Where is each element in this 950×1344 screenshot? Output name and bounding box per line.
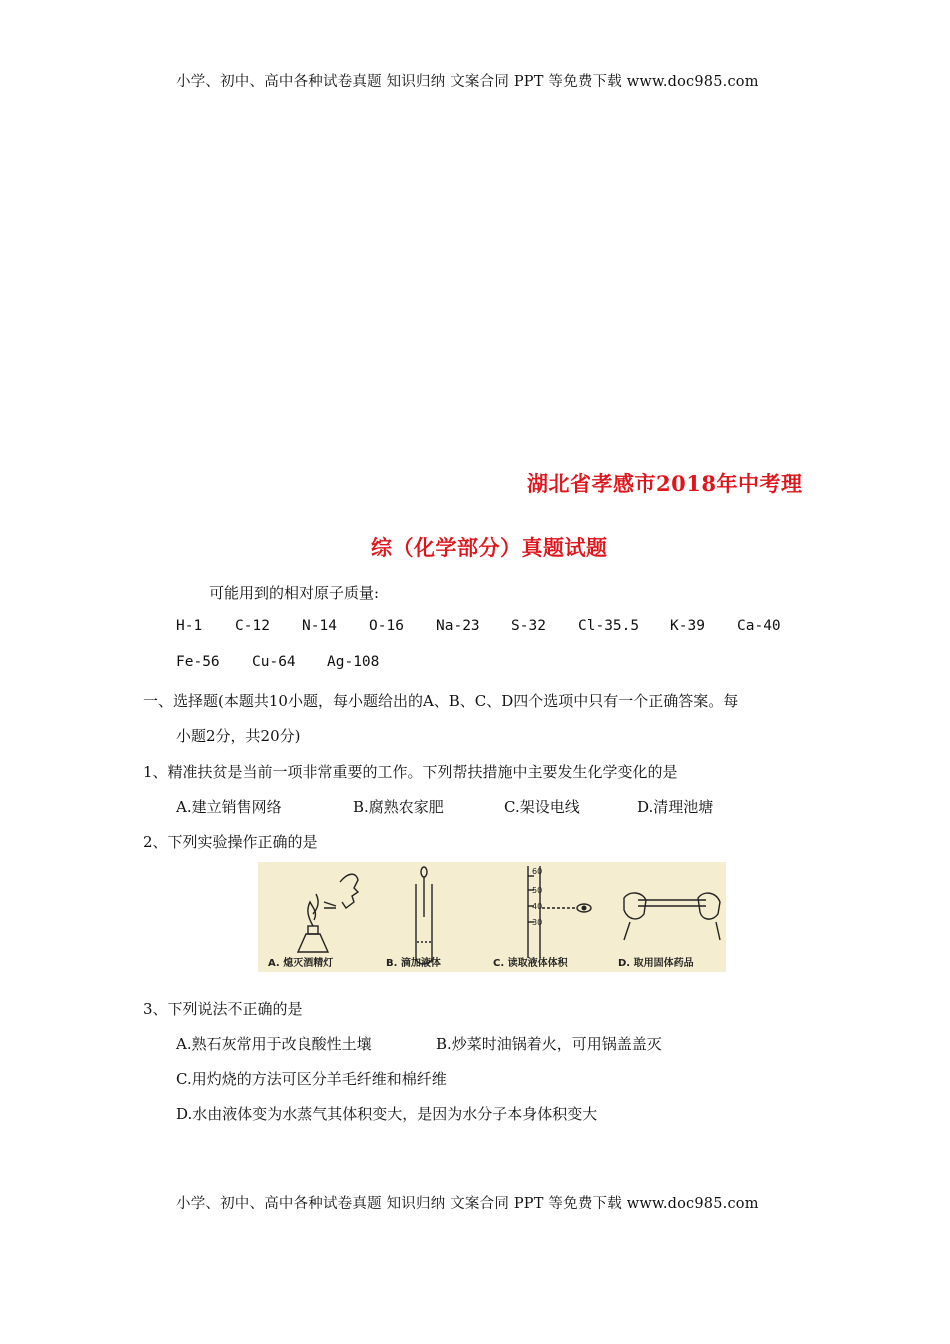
mass-na: Na-23	[436, 618, 480, 634]
mass-cl: Cl-35.5	[578, 618, 640, 634]
q1-option-c: C.架设电线	[504, 798, 580, 816]
cylinder-tick-60: 60	[532, 867, 543, 876]
atomic-mass-label: 可能用到的相对原子质量:	[209, 584, 380, 602]
mass-s: S-32	[511, 618, 546, 634]
title-line-2: 综（化学部分）真题试题	[371, 535, 608, 560]
q3-option-c: C.用灼烧的方法可区分羊毛纤维和棉纤维	[176, 1070, 447, 1088]
q3-stem: 3、下列说法不正确的是	[143, 1000, 303, 1018]
mass-cu: Cu-64	[252, 654, 296, 670]
q1-stem: 1、精准扶贫是当前一项非常重要的工作。下列帮扶措施中主要发生化学变化的是	[143, 763, 678, 781]
hands-holding-tube-illustration	[624, 893, 720, 940]
caption-a: A. 熄灭酒精灯	[268, 958, 334, 969]
title-line-1: 湖北省孝感市2018年中考理	[527, 471, 803, 496]
caption-d: D. 取用固体药品	[618, 958, 694, 969]
q3-option-b: B.炒菜时油锅着火，可用锅盖盖灭	[436, 1035, 662, 1053]
graduated-cylinder-illustration	[528, 866, 591, 958]
section-heading-line-2: 小题2分，共20分)	[176, 727, 301, 745]
q3-option-a: A.熟石灰常用于改良酸性土壤	[176, 1035, 372, 1053]
cylinder-tick-40: 40	[532, 902, 543, 911]
caption-c: C. 读取液体体积	[493, 958, 568, 969]
mass-c: C-12	[235, 618, 270, 634]
q1-option-d: D.清理池塘	[637, 798, 714, 816]
mass-o: O-16	[369, 618, 404, 634]
q1-option-a: A.建立销售网络	[176, 798, 282, 816]
q3-option-d: D.水由液体变为水蒸气其体积变大，是因为水分子本身体积变大	[176, 1105, 598, 1123]
cylinder-tick-30: 30	[532, 918, 543, 927]
alcohol-lamp-blowing-illustration	[298, 874, 358, 952]
caption-b: B. 滴加液体	[386, 958, 441, 969]
page-header: 小学、初中、高中各种试卷真题 知识归纳 文案合同 PPT 等免费下载 www.doc985.com	[176, 74, 759, 90]
mass-fe: Fe-56	[176, 654, 220, 670]
mass-ag: Ag-108	[327, 654, 380, 670]
mass-k: K-39	[670, 618, 705, 634]
mass-ca: Ca-40	[737, 618, 781, 634]
mass-n: N-14	[302, 618, 337, 634]
section-heading-line-1: 一、选择题(本题共10小题，每小题给出的A、B、C、D四个选项中只有一个正确答案。每	[143, 692, 739, 710]
cylinder-tick-50: 50	[532, 886, 543, 895]
q2-stem: 2、下列实验操作正确的是	[143, 833, 318, 851]
q1-option-b: B.腐熟农家肥	[353, 798, 444, 816]
mass-h: H-1	[176, 618, 203, 634]
page-footer: 小学、初中、高中各种试卷真题 知识归纳 文案合同 PPT 等免费下载 www.doc985.com	[176, 1196, 759, 1212]
dropper-test-tube-illustration	[416, 867, 432, 964]
q2-experiment-figure	[258, 862, 726, 972]
